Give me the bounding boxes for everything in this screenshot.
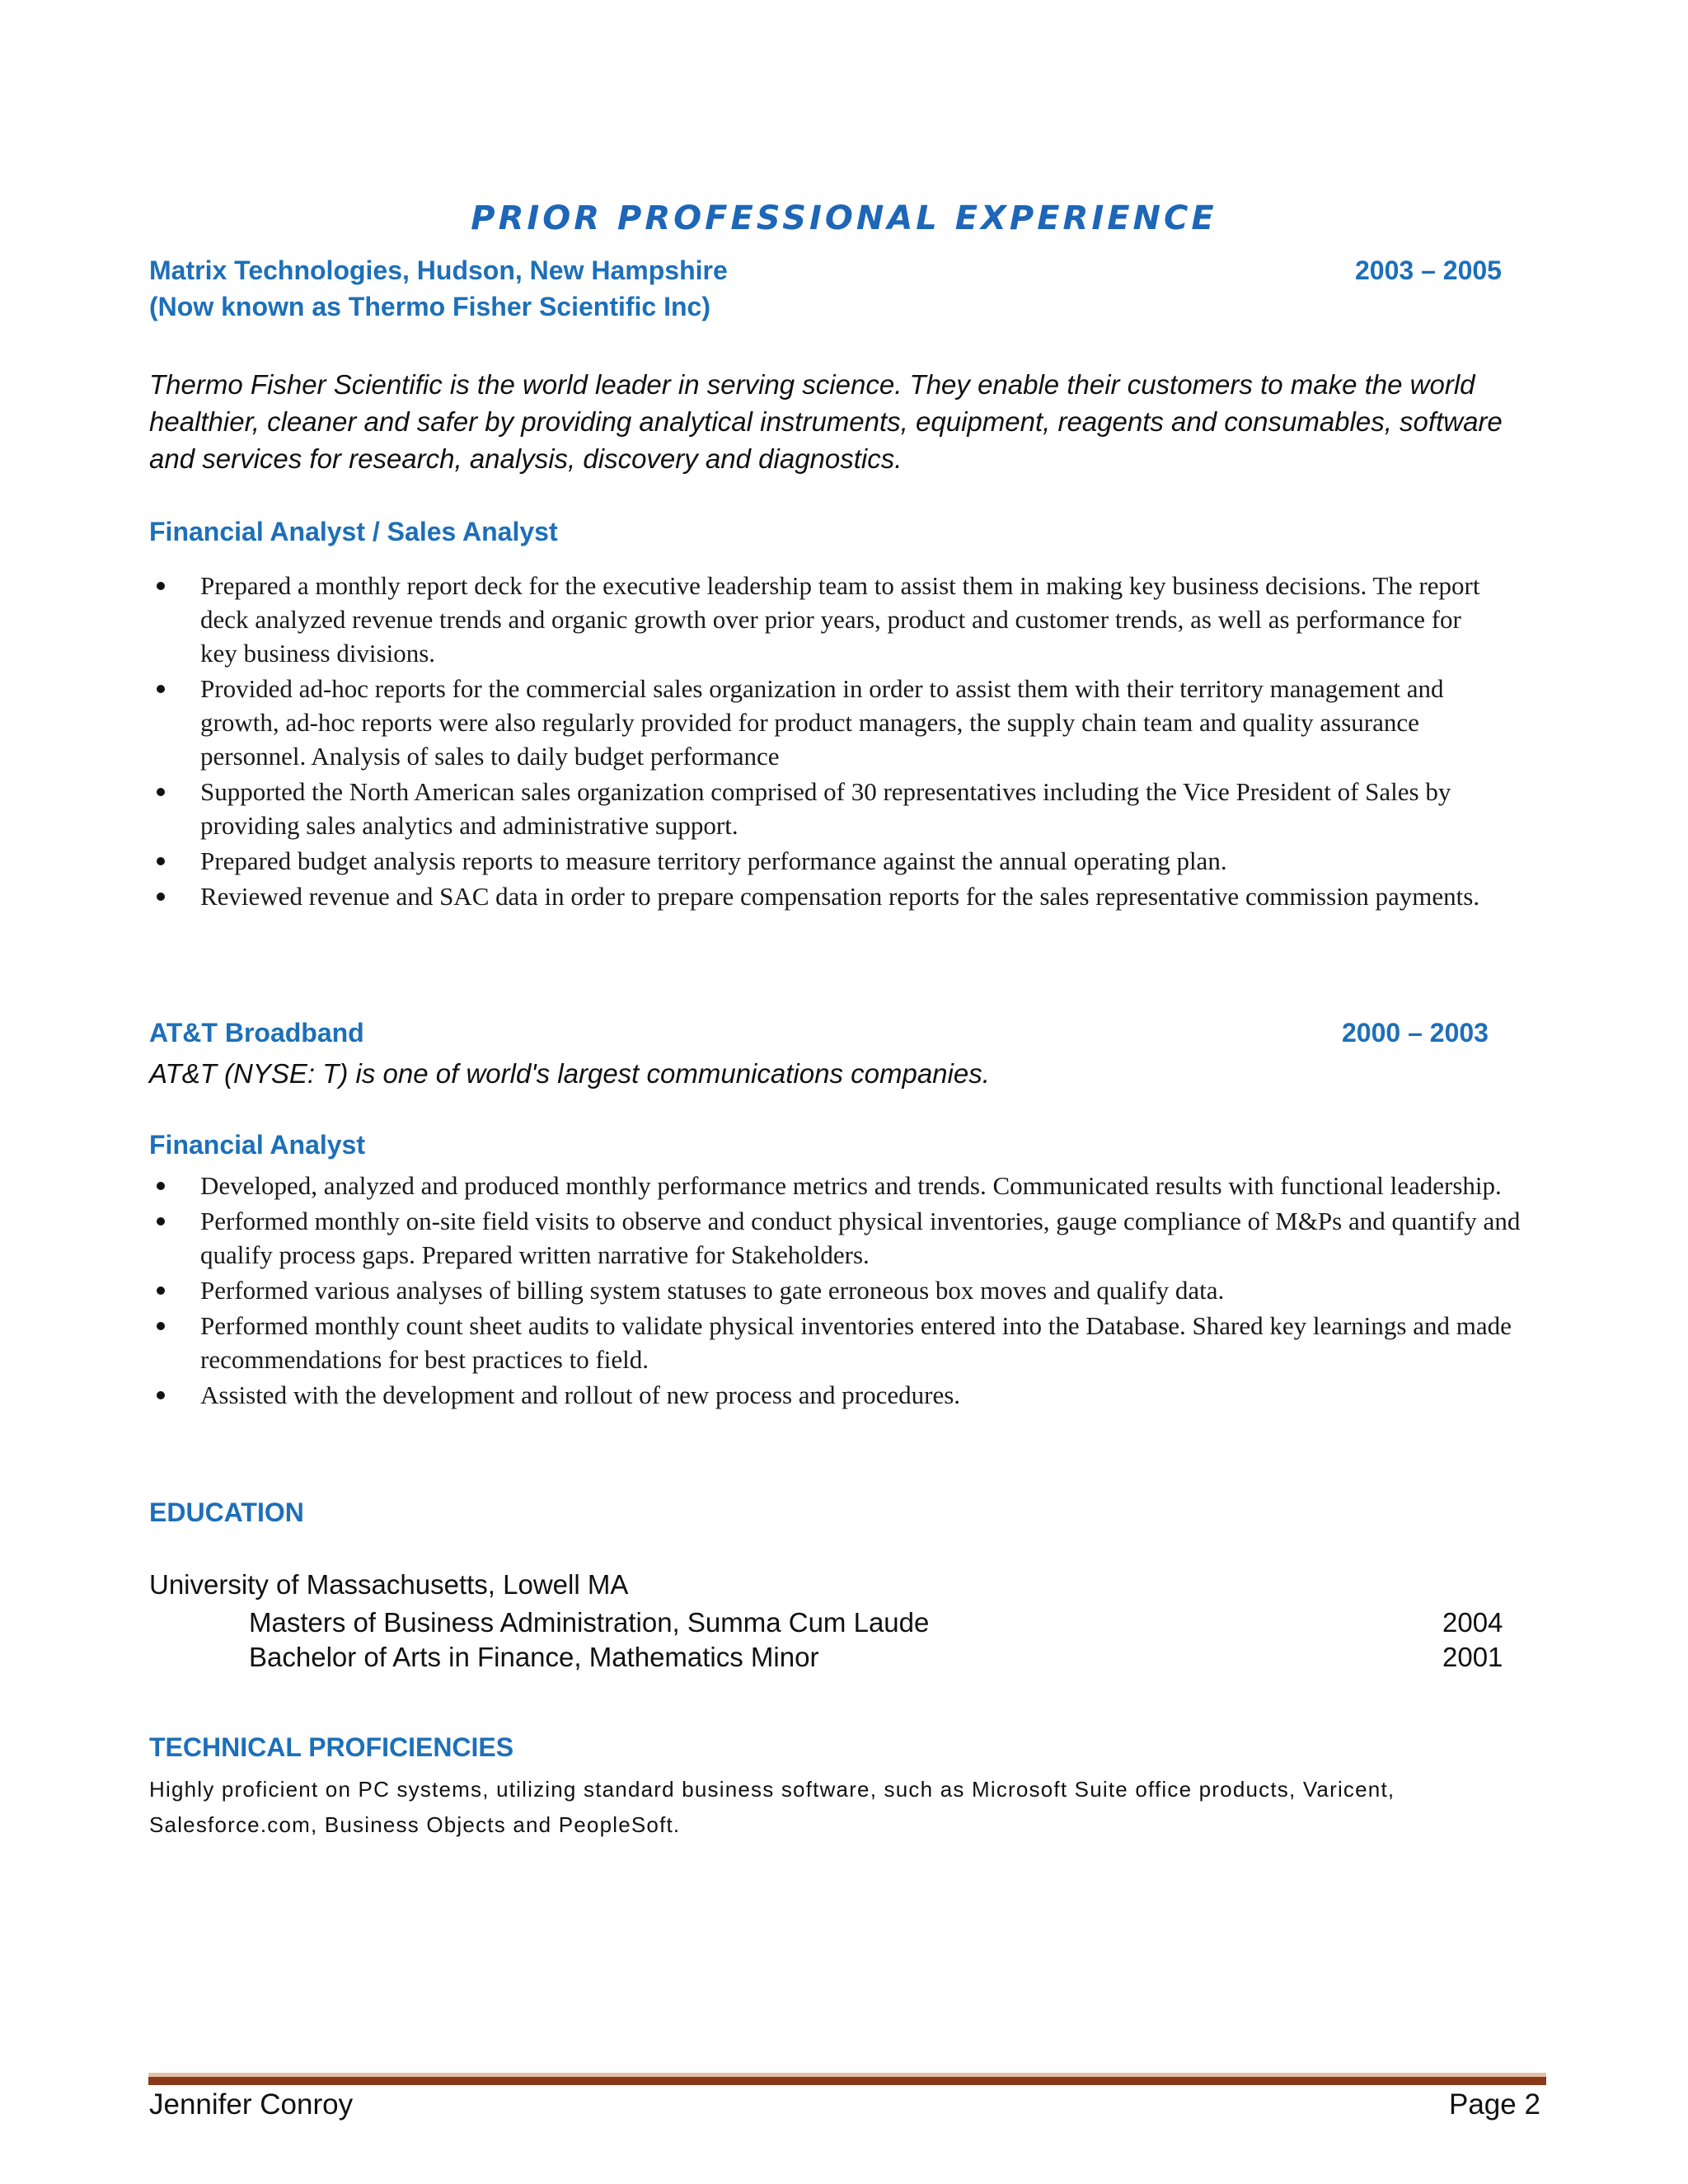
list-item: Assisted with the development and rollout of new process and procedures. <box>151 1378 1544 1412</box>
education-heading: EDUCATION <box>149 1497 304 1527</box>
job1-company: Matrix Technologies, Hudson, New Hampshire <box>149 255 728 285</box>
job1-role: Financial Analyst / Sales Analyst <box>149 517 558 546</box>
job1-subtitle: (Now known as Thermo Fisher Scientific Inc) <box>149 292 710 321</box>
education-school: University of Massachusetts, Lowell MA <box>149 1569 629 1600</box>
job1-description-line: healthier, cleaner and safer by providing analytical instruments, equipment, reagents and consumables, software <box>149 406 1503 437</box>
job2-company: AT&T Broadband <box>149 1018 364 1047</box>
education-degree: Bachelor of Arts in Finance, Mathematics Minor <box>249 1642 819 1672</box>
list-item: Supported the North American sales organization comprised of 30 representatives including the Vice President of Sales by providing sales analytics and administrative support. <box>151 775 1486 842</box>
list-item: Prepared a monthly report deck for the executive leadership team to assist them in making key business decisions. The report deck analyzed revenue trends and organic growth over prior years, product and customer trends, as well as performance for key business divisions. <box>151 569 1486 670</box>
technical-text-line: Salesforce.com, Business Objects and PeopleSoft. <box>149 1812 681 1837</box>
list-item: Reviewed revenue and SAC data in order to prepare compensation reports for the sales representative commission payments. <box>151 879 1486 913</box>
job2-description: AT&T (NYSE: T) is one of world's largest communications companies. <box>149 1058 990 1089</box>
job2-role: Financial Analyst <box>149 1130 365 1160</box>
section-title: PRIOR PROFESSIONAL EXPERIENCE <box>471 199 1217 237</box>
footer-rule <box>148 2077 1546 2085</box>
technical-text-line: Highly proficient on PC systems, utilizing standard business software, such as Microsoft Suite office products, Varicent, <box>149 1777 1395 1802</box>
job1-years: 2003 – 2005 <box>1355 255 1502 285</box>
list-item: Provided ad-hoc reports for the commercial sales organization in order to assist them with their territory management and growth, ad-hoc reports were also regularly provided for product managers, the supply chain team and quality assurance personnel. Analysis of sales to daily budget performance <box>151 672 1486 773</box>
job1-bullet-list <box>151 569 1486 915</box>
job2-bullet-list <box>151 1169 1544 1413</box>
footer-name: Jennifer Conroy <box>149 2088 354 2121</box>
footer-page-number: Page 2 <box>1449 2088 1540 2121</box>
job1-description-line: and services for research, analysis, discovery and diagnostics. <box>149 443 903 474</box>
list-item: Performed monthly on-site field visits to observe and conduct physical inventories, gauge compliance of M&Ps and quantify and qualify process gaps. Prepared written narrative for Stakeholders. <box>151 1204 1544 1272</box>
list-item: Performed various analyses of billing system statuses to gate erroneous box moves and qualify data. <box>151 1273 1544 1307</box>
list-item: Prepared budget analysis reports to measure territory performance against the annual operating plan. <box>151 844 1486 878</box>
education-degree-year: 2004 <box>1442 1607 1503 1638</box>
education-degree: Masters of Business Administration, Summa Cum Laude <box>249 1607 930 1638</box>
job1-description-line: Thermo Fisher Scientific is the world leader in serving science. They enable their customers to make the world <box>149 369 1475 400</box>
job2-years: 2000 – 2003 <box>1342 1018 1489 1047</box>
education-degree-year: 2001 <box>1442 1642 1503 1672</box>
technical-heading: TECHNICAL PROFICIENCIES <box>149 1732 514 1762</box>
list-item: Performed monthly count sheet audits to validate physical inventories entered into the Database. Shared key learnings and made recommendations for best practices to field. <box>151 1309 1544 1376</box>
list-item: Developed, analyzed and produced monthly performance metrics and trends. Communicated results with functional leadership. <box>151 1169 1544 1202</box>
